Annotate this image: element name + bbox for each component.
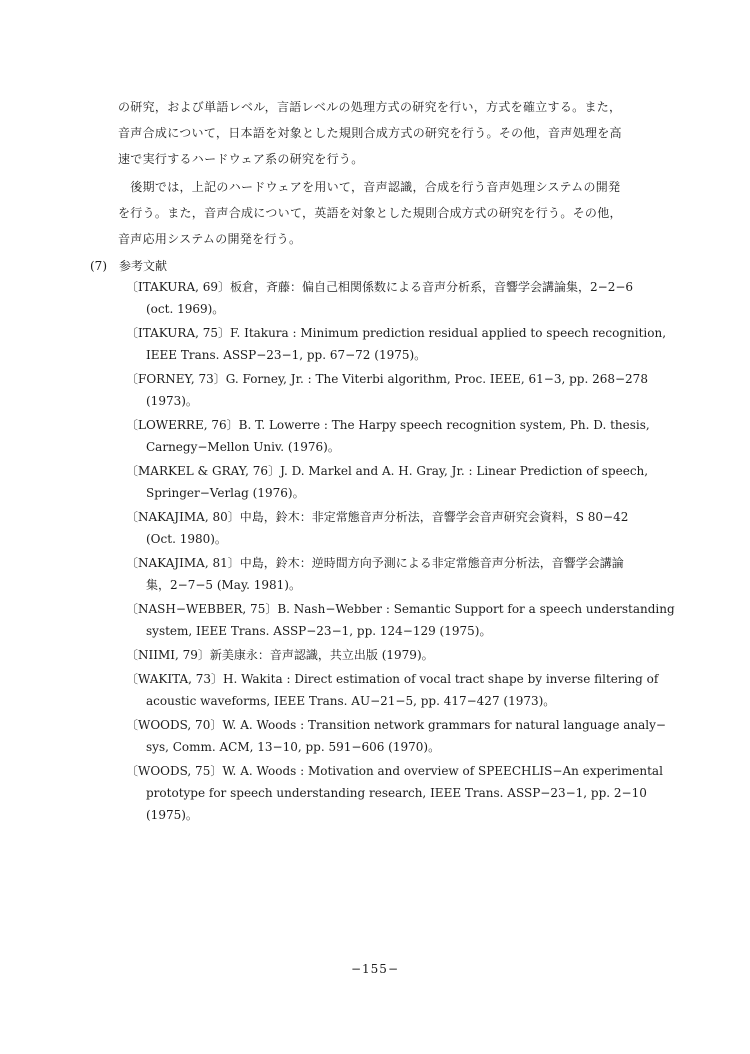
reference-list [126,276,716,828]
reference-item [126,506,716,550]
reference-continuation: Springer−Verlag (1976)。 [146,486,305,500]
reference-item [126,322,716,366]
reference-item [126,714,716,758]
section-heading: (7) 参考文献 [90,259,167,273]
reference-continuation: Carnegy−Mellon Univ. (1976)。 [146,440,340,454]
reference-item [126,552,716,596]
reference-continuation: (Oct. 1980)。 [146,532,227,546]
reference-continuation: (1975)。 [146,808,198,822]
reference-line: 〔WOODS, 70〕W. A. Woods : Transition network grammars for natural language analy− [126,718,666,732]
later-paragraph [118,174,698,252]
reference-line: 〔NASH−WEBBER, 75〕B. Nash−Webber : Semantic Support for a speech understanding [126,602,675,616]
paragraph-line: 後期では，上記のハードウェアを用いて，音声認識，合成を行う音声処理システムの開発 [118,180,621,194]
reference-item [126,668,716,712]
reference-line: 〔WAKITA, 73〕H. Wakita : Direct estimation of vocal tract shape by inverse filtering of [126,672,659,686]
reference-line: 〔MARKEL & GRAY, 76〕J. D. Markel and A. H. Gray, Jr. : Linear Prediction of speech, [126,464,649,478]
page-number: −155− [350,962,399,976]
reference-line: 〔ITAKURA, 69〕板倉，斉藤：偏自己相関係数による音声分析系，音響学会講論集，2−2−6 [126,280,634,294]
reference-continuation: system, IEEE Trans. ASSP−23−1, pp. 124−129 (1975)。 [146,624,492,638]
paragraph-line: を行う。また，音声合成について，英語を対象とした規則合成方式の研究を行う。その他， [118,206,622,220]
reference-continuation: (oct. 1969)。 [146,302,225,316]
reference-line: 〔NAKAJIMA, 80〕中島，鈴木：非定常態音声分析法，音響学会音声研究会資料，S 80−42 [126,510,629,524]
reference-line: 〔ITAKURA, 75〕F. Itakura : Minimum prediction residual applied to speech recognition, [126,326,667,340]
paragraph-line: 音声応用システムの開発を行う。 [118,232,302,246]
reference-item [126,760,716,826]
paragraph-line: 音声合成について，日本語を対象とした規則合成方式の研究を行う。その他，音声処理を高 [118,126,622,140]
reference-continuation: (1973)。 [146,394,198,408]
reference-item [126,368,716,412]
reference-continuation: IEEE Trans. ASSP−23−1, pp. 67−72 (1975)。 [146,348,427,362]
reference-continuation: 集，2−7−5 (May. 1981)。 [146,578,301,592]
reference-item [126,414,716,458]
reference-line: 〔NIIMI, 79〕新美康永：音声認識，共立出版 (1979)。 [126,648,434,662]
reference-line: 〔NAKAJIMA, 81〕中島，鈴木：逆時間方向予測による非定常態音声分析法，音響学会講論 [126,556,624,570]
reference-item [126,644,716,666]
reference-continuation: prototype for speech understanding research, IEEE Trans. ASSP−23−1, pp. 2−10 [146,786,647,800]
reference-line: 〔FORNEY, 73〕G. Forney, Jr. : The Viterbi algorithm, Proc. IEEE, 61−3, pp. 268−278 [126,372,648,386]
reference-line: 〔LOWERRE, 76〕B. T. Lowerre : The Harpy speech recognition system, Ph. D. thesis, [126,418,650,432]
reference-item [126,598,716,642]
reference-continuation: acoustic waveforms, IEEE Trans. AU−21−5, pp. 417−427 (1973)。 [146,694,556,708]
reference-item [126,460,716,504]
paragraph-line: 速で実行するハードウェア系の研究を行う。 [118,152,364,166]
reference-item [126,276,716,320]
intro-paragraph [118,94,698,172]
reference-continuation: sys, Comm. ACM, 13−10, pp. 591−606 (1970)。 [146,740,441,754]
paragraph-line: の研究，および単語レベル，言語レベルの処理方式の研究を行い，方式を確立する。また， [118,100,622,114]
reference-line: 〔WOODS, 75〕W. A. Woods : Motivation and overview of SPEECHLIS−An experimental [126,764,663,778]
